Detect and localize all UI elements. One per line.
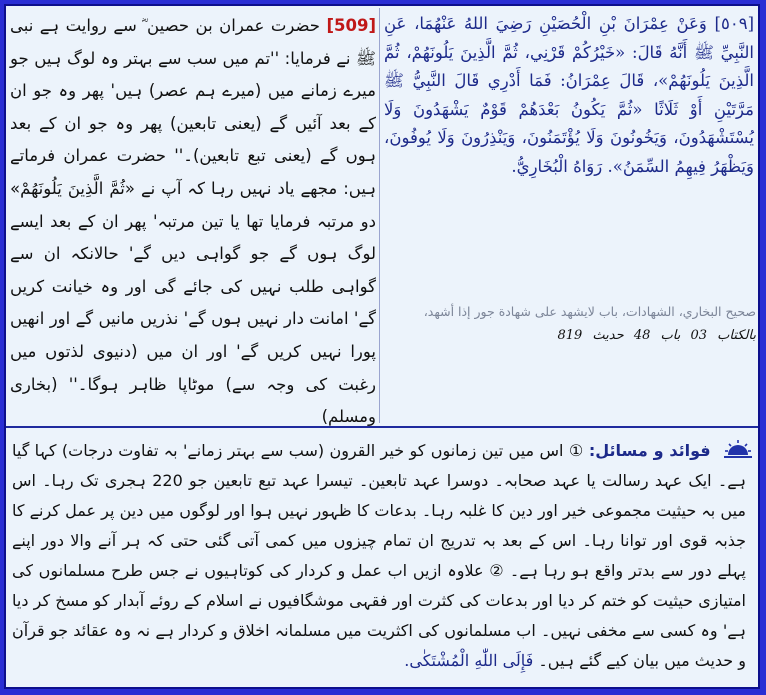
hadith-label: حديث [592, 328, 624, 343]
benefits-closing: فَإِلَى اللّٰهِ الْمُشْتَكٰى. [404, 651, 534, 670]
hadith-source: صحيح البخاري، الشهادات، باب لايشهد على شهادة جور إذا أشهد، [423, 304, 756, 319]
benefits-text: ① اس میں تین زمانوں کو خیر القرون (سب سے بہتر زمانے' بہ تفاوت درجات) کہا گیا ہے۔ ایک عہد رسالت یا عہد صحابہ۔ دوسرا عہد تابعین۔ تیسرا عہد تبع تابعین جو 220 ہجری تک رہا۔ اس میں بہ حیثیت مجموعی خیر اور دین کا غلبہ رہا۔ بدعات کا ظہور نہیں ہوا اور لوگوں میں دین پر عمل کرنے کا جذبہ قوی اور توانا رہا۔ اس کے بعد بہ تدریج ان تمام چیزوں میں کمی آتی گئی حتی کہ ہر آنے والا دور اپنے پہلے دور سے بدتر واقع ہو رہا ہے۔ ② علاوہ ازیں اب عمل و کردار کی کوتاہیوں نے جس طرح مسلمانوں کی امتیازی حیثیت کو ختم کر دیا اور بدعات کی کثرت اور فقہی موشگافیوں نے اسلام کے روئے آبدار کو مسخ کر دیا ہے' وہ کسی سے مخفی نہیں۔ اب مسلمانوں کی اکثریت میں مسلمانہ اخلاق و کردار ہے نہ وہ عقائد جو قرآن و حدیث میں بیان کیے گئے ہیں۔ [12, 441, 747, 670]
benefits-section [12, 436, 746, 686]
bab-number: 48 [633, 328, 651, 343]
benefits-heading: فوائد و مسائل: [588, 441, 711, 460]
arabic-hadith-text: وَعَنْ عِمْرَانَ بْنِ الْحُصَيْنِ رَضِيَ اللهُ عَنْهُمَا، عَنِ النَّبِيِّ ﷺ أَنَّهُ قَالَ: «خَيْرُكُمْ قَرْنِي، ثُمَّ الَّذِينَ يَلُونَهُمْ، ثُمَّ الَّذِينَ يَلُونَهُمْ»، قَالَ عِمْرَانُ: فَمَا أَدْرِي قَالَ النَّبِيُّ ﷺ مَرَّتَيْنِ أَوْ ثَلَاثًا «ثُمَّ يَكُونُ بَعْدَهُمْ قَوْمٌ يَشْهَدُونَ وَلَا يُسْتَشْهَدُونَ، وَيَخُونُونَ وَلَا يُؤْتَمَنُونَ، وَيَنْذِرُونَ وَلَا يُوفُونَ، وَيَظْهَرُ فِيهِمُ السِّمَنُ». رَوَاهُ الْبُخَارِيُّ. [384, 14, 754, 176]
kitab-label: بالكتاب [717, 328, 756, 343]
urdu-hadith-text: حضرت عمران بن حصین ؓ سے روایت ہے نبی ﷺ نے فرمایا: ''تم میں سب سے بہتر وہ لوگ ہیں جو میرے زمانے میں (میرے ہم عصر) ہیں' پھر وہ جو ان کے بعد آئیں گے (یعنی تابعین) پھر وہ جو ان کے بعد ہوں گے (یعنی تبع تابعین)۔'' حضرت عمران فرماتے ہیں: مجھے یاد نہیں رہا کہ آپ نے «ثُمَّ الَّذِينَ يَلُونَهُمْ» دو مرتبہ فرمایا تھا یا تین مرتبہ' پھر ان کے بعد ایسے لوگ ہوں گے جو گواہی دیں گے' حالانکہ ان سے گواہی طلب نہیں کی جائے گی اور وہ خیانت کریں گے' امانت دار نہیں ہوں گے' نذریں مانیں گے اور انھیں پورا نہیں کریں گے' اور ان میں (دنیوی لذتوں میں رغبت کی وجہ سے) موٹاپا ظاہر ہوگا۔'' (بخاری ومسلم) [10, 16, 376, 427]
section-divider [6, 426, 758, 428]
column-divider [379, 8, 380, 423]
bab-label: باب [660, 328, 681, 343]
hadith-section [6, 6, 758, 428]
kitab-number: 03 [690, 328, 708, 343]
urdu-translation [10, 10, 376, 427]
arabic-hadith-number: [٥٠٩] [714, 14, 754, 33]
hadith-panel [4, 4, 760, 689]
hadith-number: 819 [557, 328, 583, 343]
arabic-hadith [384, 10, 754, 306]
hadith-reference [386, 328, 756, 350]
urdu-hadith-number: [509] [326, 16, 376, 35]
